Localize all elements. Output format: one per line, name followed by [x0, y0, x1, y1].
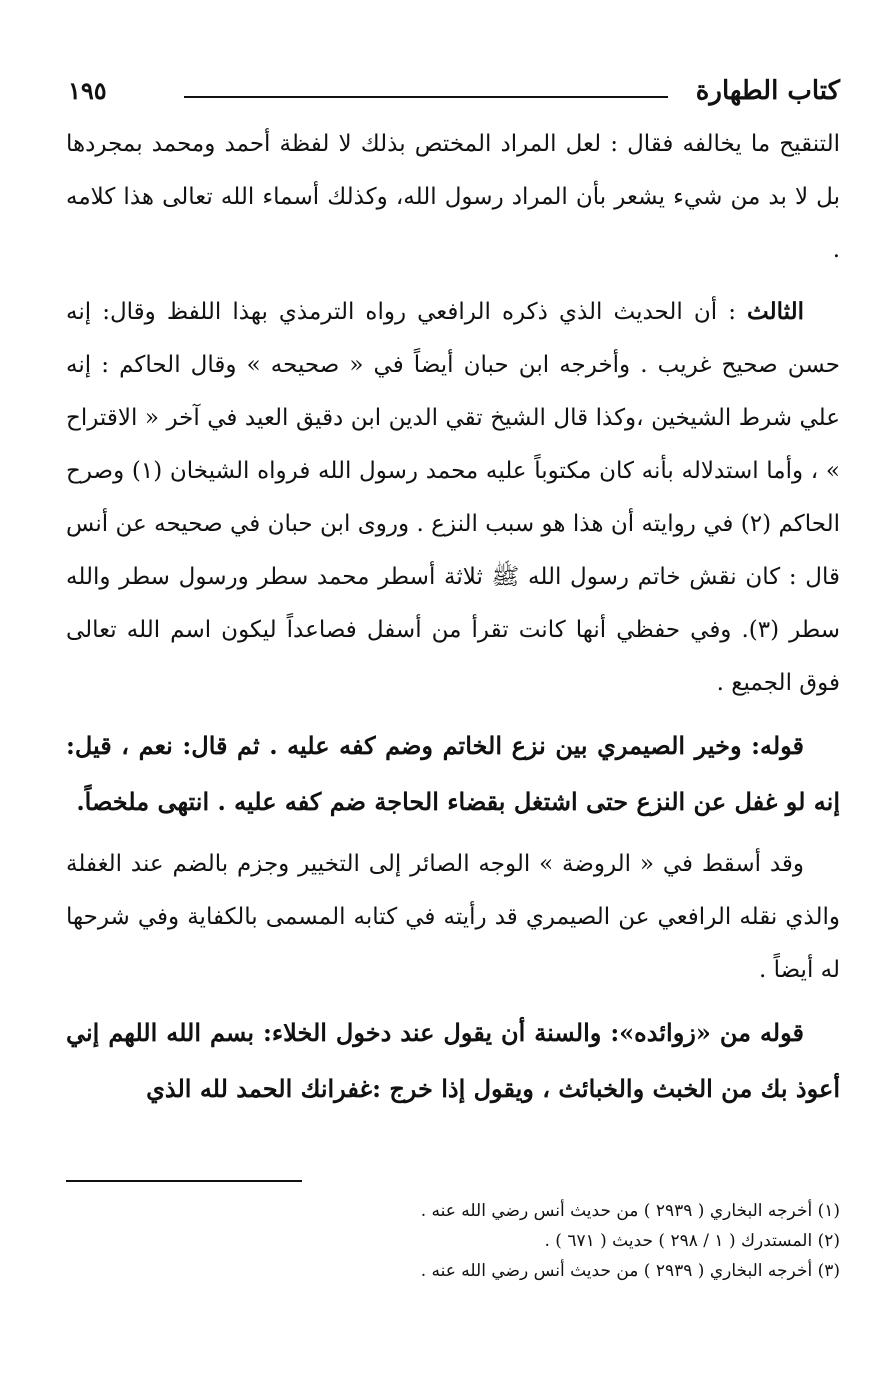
footnote-separator: [66, 1180, 302, 1182]
chapter-title: كتاب الطهارة: [695, 76, 840, 106]
paragraph-5-quote: قوله من «زوائده»: والسنة أن يقول عند دخول الخلاء: بسم الله اللهم إني أعوذ بك من الخبث والخبائث ، ويقول إذا خرج :غفرانك الحمد لله الذي: [66, 1018, 840, 1103]
paragraph-2: [66, 285, 840, 710]
page-number: ١٩٥: [68, 76, 107, 105]
paragraph-2-lead: الثالث: [747, 298, 804, 325]
paragraph-2-text: : أن الحديث الذي ذكره الرافعي رواه الترمذي بهذا اللفظ وقال: إنه حسن صحيح غريب . وأخرجه ابن حبان أيضاً في « صحيحه » وقال الحاكم : إنه علي شرط الشيخين ،وكذا قال الشيخ تقي الدين ابن دقيق العيد في آخر « الاقتراح » ، وأما استدلاله بأنه كان مكتوباً عليه محمد رسول الله فرواه الشيخان (١) وصرح الحاكم (٢) في روايته أن هذا هو سبب النزع . وروى ابن حبان في صحيحه عن أنس قال : كان نقش خاتم رسول الله ﷺ ثلاثة أسطر محمد سطر ورسول سطر والله سطر (٣). وفي حفظي أنها كانت تقرأ من أسفل فصاعداً ليكون اسم الله تعالى فوق الجميع .: [66, 299, 841, 696]
footnote-1: (١) أخرجه البخاري ( ٢٩٣٩ ) من حديث أنس رضي الله عنه .: [420, 1201, 840, 1221]
footnote-3: (٣) أخرجه البخاري ( ٢٩٣٩ ) من حديث أنس رضي الله عنه .: [420, 1261, 840, 1281]
page: [66, 70, 840, 1117]
paragraph-4: وقد أسقط في « الروضة » الوجه الصائر إلى التخيير وجزم بالضم عند الغفلة والذي نقله الرافعي عن الصيمري قد رأيته في كتابه المسمى بالكفاية وفي شرحها له أيضاً .: [66, 851, 840, 983]
footnote-2: (٢) المستدرك ( ١ / ٢٩٨ ) حديث ( ٦٧١ ) .: [544, 1231, 840, 1251]
running-header: [66, 70, 840, 118]
footnotes: [66, 1180, 840, 1286]
header-rule: [184, 96, 668, 98]
footnote-list: [66, 1196, 840, 1286]
paragraph-1: التنقيح ما يخالفه فقال : لعل المراد المختص بذلك لا لفظة أحمد ومحمد بمجردها بل لا بد من شيء يشعر بأن المراد رسول الله، وكذلك أسماء الله تعالى هذا كلامه .: [66, 131, 840, 263]
paragraph-3-quote: قوله: وخير الصيمري بين نزع الخاتم وضم كفه عليه . ثم قال: نعم ، قيل: إنه لو غفل عن النزع حتى اشتغل بقضاء الحاجة ضم كفه عليه . انتهى ملخصاً.: [66, 731, 840, 816]
